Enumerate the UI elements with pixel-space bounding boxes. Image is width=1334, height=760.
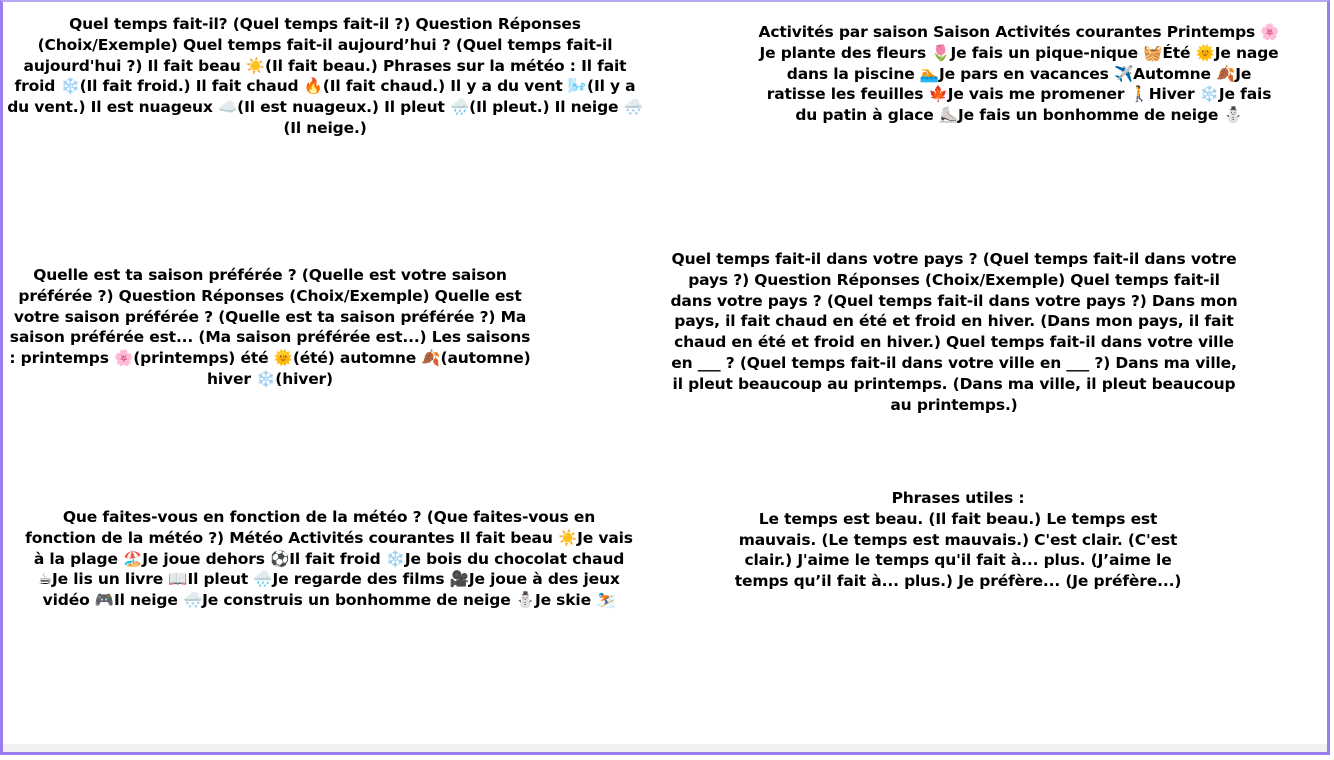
country-weather-text: Quel temps fait-il dans votre pays ? (Quel temps fait-il dans votre pays ?) Question Réponses (Choix/Exemple) Quel temps fait-il dans votre pays ? (Quel temps fait-il dans votre pays ?) Dans mon pays, il fait chaud en été et froid en hiver. (Dans mon pays, il fait chaud en été et froid en hiver.) Quel temps fait-il dans votre ville en ___ ? (Quel temps fait-il dans votre ville en ___ ?) Dans ma ville, il pleut beaucoup au printemps. (Dans ma ville, il pleut beaucoup au printemps.): [670, 250, 1238, 414]
weather-activities-block: [25, 507, 633, 611]
weather-questions-block: [7, 14, 643, 139]
seasonal-activities-block: [756, 22, 1282, 126]
useful-phrases-block: [723, 488, 1193, 592]
weather-questions-text: Quel temps fait-il? (Quel temps fait-il ?) Question Réponses (Choix/Exemple) Quel temps fait-il aujourd’hui ? (Quel temps fait-il aujourd'hui ?) Il fait beau ☀️(Il fait beau.) Phrases sur la météo : Il fait froid ❄️(Il fait froid.) Il fait chaud 🔥(Il fait chaud.) Il y a du vent 🌬️(Il y a du vent.) Il est nuageux ☁️(Il est nuageux.) Il pleut 🌧️(Il pleut.) Il neige 🌨️(Il neige.): [7, 15, 643, 137]
useful-phrases-text: Le temps est beau. (Il fait beau.) Le temps est mauvais. (Le temps est mauvais.) C'est clair. (C'est clair.) J'aime le temps qu'il fait à... plus. (J’aime le temps qu’il fait à... plus.) Je préfère... (Je préfère...): [734, 509, 1182, 591]
seasonal-activities-text: Activités par saison Saison Activités courantes Printemps 🌸Je plante des fleurs 🌷Je fais un pique-nique 🧺Été 🌞Je nage dans la piscine 🏊Je pars en vacances ✈️Automne 🍂Je ratisse les feuilles 🍁Je vais me promener 🚶Hiver ❄️Je fais du patin à glace ⛸️Je fais un bonhomme de neige ⛄: [758, 23, 1280, 125]
favorite-season-block: [7, 265, 533, 390]
country-weather-block: [666, 249, 1242, 415]
weather-activities-text: Que faites-vous en fonction de la météo ? (Que faites-vous en fonction de la météo ?) Météo Activités courantes Il fait beau ☀️Je vais à la plage 🏖️Je joue dehors ⚽Il fait froid ❄️Je bois du chocolat chaud ☕Je lis un livre 📖Il pleut 🌧️Je regarde des films 🎥Je joue à des jeux vidéo 🎮Il neige 🌨️Je construis un bonhomme de neige ⛄Je skie ⛷️: [25, 508, 633, 610]
useful-phrases-title: Phrases utiles :: [891, 489, 1025, 507]
favorite-season-text: Quelle est ta saison préférée ? (Quelle est votre saison préférée ?) Question Réponses (Choix/Exemple) Quelle est votre saison préférée ? (Quelle est ta saison préférée ?) Ma saison préférée est... (Ma saison préférée est...) Les saisons : printemps 🌸(printemps) été 🌞(été) automne 🍂(automne) hiver ❄️(hiver): [9, 266, 531, 388]
